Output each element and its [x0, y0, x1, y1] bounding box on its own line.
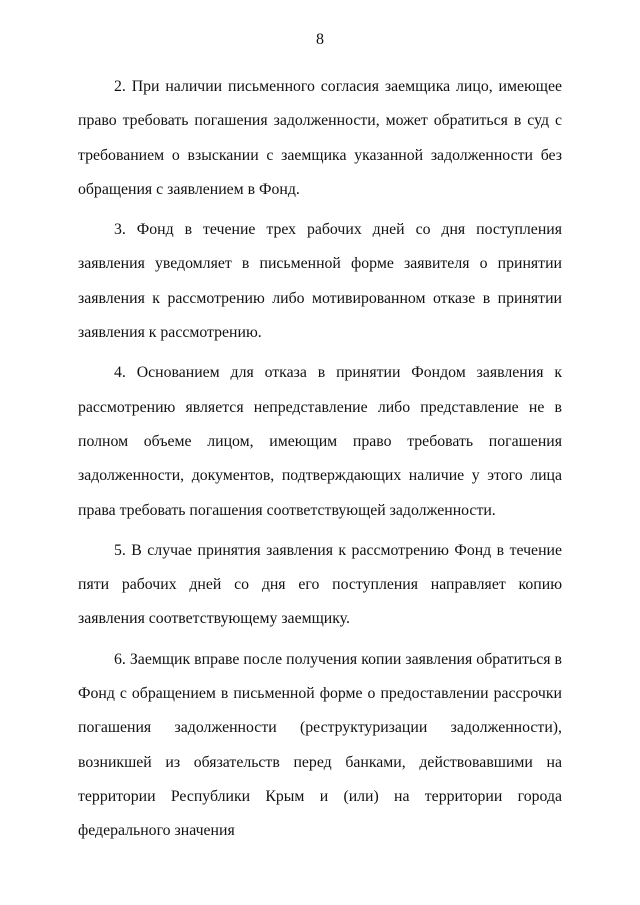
paragraph-item-4: 4. Основанием для отказа в принятии Фондом заявления к рассмотрению является непредставление либо представление не в полном объеме лицом, имеющим право требовать погашения задолженности, документов, подтверждающих наличие у этого лица права требовать погашения соответствующей задолженности.	[78, 364, 562, 519]
paragraph-item-2: 2. При наличии письменного согласия заемщика лицо, имеющее право требовать погашения задолженности, может обратиться в суд с требованием о взыскании с заемщика указанной задолженности без обращения с заявлением в Фонд.	[78, 78, 562, 198]
paragraph-item-3: 3. Фонд в течение трех рабочих дней со дня поступления заявления уведомляет в письменной форме заявителя о принятии заявления к рассмотрению либо мотивированном отказе в принятии заявления к рассмотрению.	[78, 221, 562, 342]
paragraph-item-6: 6. Заемщик вправе после получения копии заявления обратиться в Фонд с обращением в письменной форме о предоставлении рассрочки погашения задолженности (реструктуризации задолженности), возникшей из обязательств перед банками, действовавшими на территории Республики Крым и (или) на территории города федерального значения	[78, 650, 562, 840]
page-number: 8	[316, 31, 324, 48]
paragraph-item-5: 5. В случае принятия заявления к рассмотрению Фонд в течение пяти рабочих дней со дня его поступления направляет копию заявления соответствующему заемщику.	[78, 541, 562, 628]
document-body	[78, 70, 562, 855]
